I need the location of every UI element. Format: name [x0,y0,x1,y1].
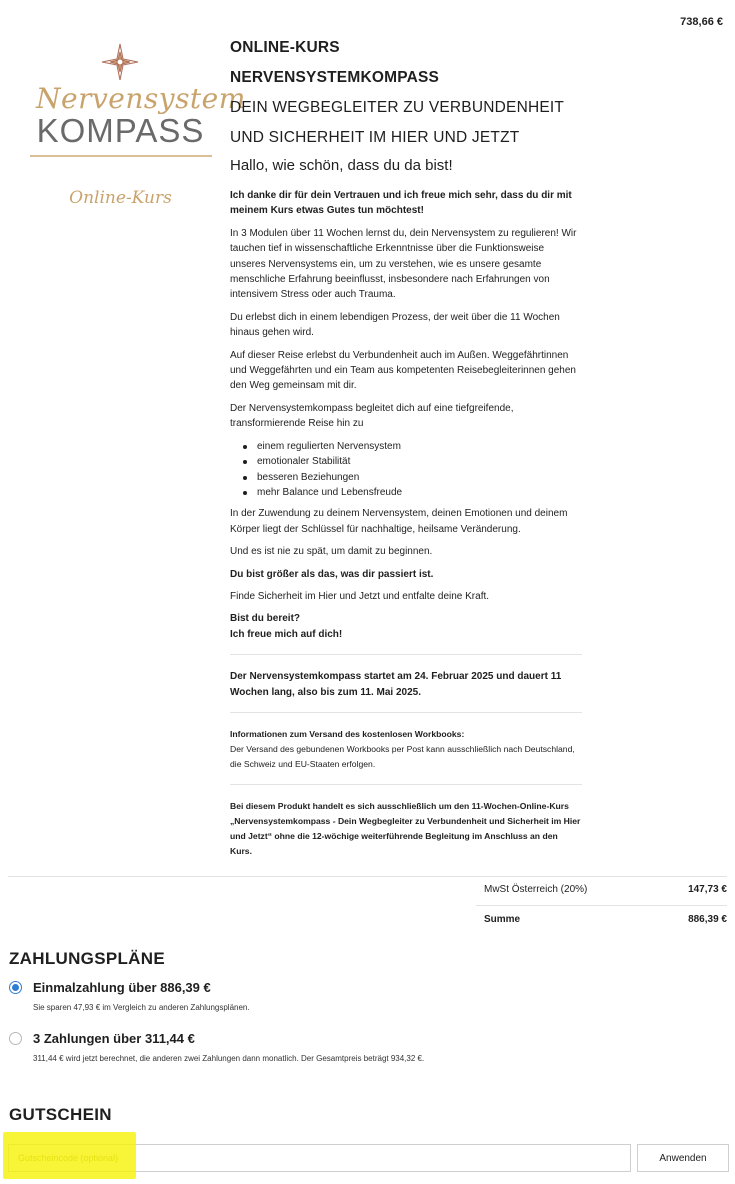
paragraph-safety: Finde Sicherheit im Hier und Jetzt und entfalte deine Kraft. [230,590,490,602]
paragraph-thanks: Ich danke dir für dein Vertrauen und ich freue mich sehr, dass du dir mit meinem Kurs etwas Gutes tun möchtest! [230,190,572,217]
paragraph-ready: Bist du bereit? [230,613,301,625]
logo-tagline: Online-Kurs [69,188,172,208]
radio-selected[interactable] [9,981,22,994]
paragraph-never-late: Und es ist nie zu spät, um damit zu beginnen. [230,546,433,558]
radio-unselected[interactable] [9,1032,22,1045]
paragraph-process: Du erlebst dich in einem lebendigen Prozess, der weit über die 11 Wochen hinaus gehen wird. [230,311,560,339]
product-line-1: ONLINE-KURS [230,39,340,56]
sum-label: Summe [484,914,521,925]
divider [230,654,582,655]
payment-plan-title[interactable]: 3 Zahlungen über 311,44 € [33,1031,195,1046]
product-line-4: UND SICHERHEIT IM HIER UND JETZT [230,129,520,146]
payment-plan-description: 311,44 € wird jetzt berechnet, die anderen zwei Zahlungen dann monatlich. Der Gesamtpreis beträgt 934,32 €. [33,1054,425,1063]
tax-value: 147,73 € [688,884,727,895]
divider [476,905,727,906]
product-line-3: DEIN WEGBEGLEITER ZU VERBUNDENHEIT [230,99,565,116]
divider [230,784,582,785]
logo-big-word: KOMPASS [36,112,205,149]
payment-plans-heading: ZAHLUNGSPLÄNE [9,949,165,968]
paragraph-journey: Auf dieser Reise erlebst du Verbundenheit auch im Außen. Weggefährtinnen und Weggefährten und ein Team aus kompetenten Reisebegleiterinnen gehen den Weg gemeinsam mit dir. [230,349,576,392]
top-price: 738,66 € [680,16,723,28]
product-disclaimer: Bei diesem Produkt handelt es sich ausschließlich um den 11-Wochen-Online-Kurs „Nervensystemkompass - Dein Wegbegleiter zu Verbundenheit und Sicherheit im Hier und Jetzt“ ohne die 12-wöchige weiterführende Begleitung im Anschluss an den Kurs. [230,800,581,856]
highlight-marker [3,1132,136,1179]
divider [8,876,727,877]
paragraph-looking-forward: Ich freue mich auf dich! [230,628,343,640]
list-item: besseren Beziehungen [243,470,582,485]
product-description [230,33,582,866]
brand-logo [28,42,246,217]
paragraph-transform: Der Nervensystemkompass begleitet dich auf eine tiefgreifende, transformierende Reise hin zu [230,402,514,430]
tax-label: MwSt Österreich (20%) [484,884,588,895]
payment-plan-description: Sie sparen 47,93 € im Vergleich zu anderen Zahlungsplänen. [33,1003,250,1012]
product-line-2: NERVENSYSTEMKOMPASS [230,69,440,86]
compass-star-icon [100,42,140,82]
payment-plan-title[interactable]: Einmalzahlung über 886,39 € [33,980,211,995]
benefit-list [243,439,582,501]
logo-script-word: Nervensystem [36,82,246,115]
shipping-title: Informationen zum Versand des kostenlosen Workbooks: [230,728,465,739]
list-item: mehr Balance und Lebensfreude [243,485,582,500]
paragraph-bigger: Du bist größer als das, was dir passiert ist. [230,568,434,580]
divider [230,712,582,713]
logo-divider [30,155,212,157]
list-item: einem regulierten Nervensystem [243,439,582,454]
shipping-text: Der Versand des gebundenen Workbooks per Post kann ausschließlich nach Deutschland, die Schweiz und EU-Staaten erfolgen. [230,743,575,769]
course-start-info: Der Nervensystemkompass startet am 24. Februar 2025 und dauert 11 Wochen lang, also bis zum 11. Mai 2025. [230,671,562,698]
paragraph-key: In der Zuwendung zu deinem Nervensystem, deinen Emotionen und deinem Körper liegt der Schlüssel für nachhaltige, heilsame Veränderung. [230,508,568,535]
paragraph-modules: In 3 Modulen über 11 Wochen lernst du, dein Nervensystem zu regulieren! Wir tauchen tief in wissenschaftliche Erkenntnisse über die Funktionsweise unseres Nervensystems ein, um zu verstehen, wie es unsere gesamte menschliche Erfahrung beeinflusst, insbesondere nach Erfahrungen von intensivem Stress oder auch Trauma. [230,227,577,301]
apply-coupon-button[interactable]: Anwenden [637,1144,729,1172]
sum-value: 886,39 € [688,914,727,925]
list-item: emotionaler Stabilität [243,454,582,469]
greeting: Hallo, wie schön, dass du da bist! [230,157,453,174]
coupon-heading: GUTSCHEIN [9,1105,112,1124]
